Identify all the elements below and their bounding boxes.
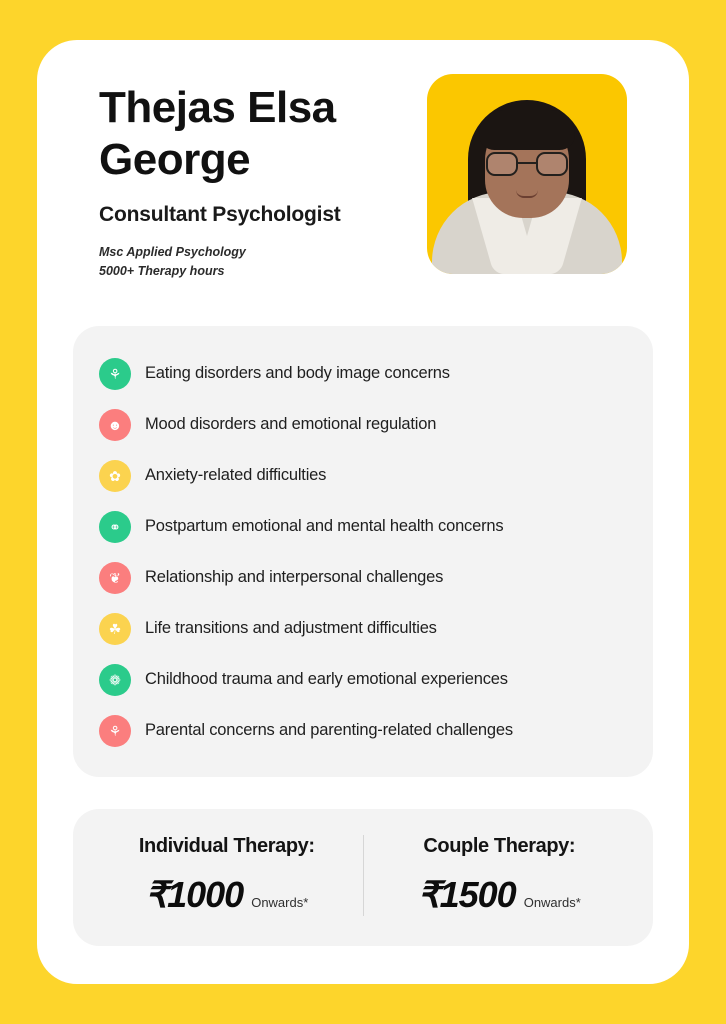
couple-icon: ❦: [99, 562, 131, 594]
pricing-individual-note: Onwards*: [251, 894, 309, 910]
list-item-label: Relationship and interpersonal challenges: [145, 568, 444, 587]
glasses-icon: [486, 152, 568, 176]
pricing-individual-amount: ₹1000: [145, 873, 244, 915]
profile-header: [73, 74, 653, 282]
pricing-couple-title: Couple Therapy:: [423, 834, 576, 857]
ribbon-icon: ⚘: [99, 358, 131, 390]
pricing-individual-title: Individual Therapy:: [138, 834, 315, 857]
mood-icon: ☻: [99, 409, 131, 441]
role-subtitle: Consultant Psychologist: [99, 202, 341, 226]
list-item-label: Anxiety-related difficulties: [145, 466, 327, 485]
page-title: Thejas Elsa George: [99, 83, 336, 184]
pricing-couple-value: [374, 874, 626, 916]
list-item-label: Eating disorders and body image concerns: [145, 364, 450, 383]
avatar: [427, 74, 627, 274]
list-item: [99, 664, 627, 696]
parenting-icon: ⚘: [99, 715, 131, 747]
child-icon: ❁: [99, 664, 131, 696]
glasses-lens-left: [486, 152, 518, 176]
header-text-block: [99, 74, 399, 282]
pricing-individual-value: [101, 874, 353, 916]
fringe-shape: [479, 110, 575, 150]
list-item: [99, 358, 627, 390]
glasses-bridge: [518, 162, 536, 164]
pricing-panel: [73, 809, 653, 946]
list-item: [99, 511, 627, 543]
list-item-label: Life transitions and adjustment difficulties: [145, 619, 437, 638]
credentials: [99, 243, 399, 282]
list-item-label: Postpartum emotional and mental health concerns: [145, 517, 504, 536]
list-item: [99, 460, 627, 492]
path-icon: ☘: [99, 613, 131, 645]
profile-card: [37, 40, 689, 984]
credential-hours: 5000+ Therapy hours: [99, 264, 225, 279]
list-item-label: Childhood trauma and early emotional experiences: [145, 670, 508, 689]
pricing-couple: [364, 835, 636, 916]
list-item-label: Parental concerns and parenting-related challenges: [145, 721, 513, 740]
list-item-label: Mood disorders and emotional regulation: [145, 415, 437, 434]
specialties-panel: [73, 326, 653, 777]
pricing-couple-note: Onwards*: [523, 894, 581, 910]
list-item: [99, 715, 627, 747]
pricing-individual: [91, 835, 364, 916]
portrait-illustration: [427, 74, 627, 274]
glasses-lens-right: [536, 152, 568, 176]
list-item: [99, 613, 627, 645]
mother-icon: ⚭: [99, 511, 131, 543]
credential-degree: Msc Applied Psychology: [99, 244, 246, 259]
pricing-couple-amount: ₹1500: [417, 873, 516, 915]
brain-icon: ✿: [99, 460, 131, 492]
list-item: [99, 562, 627, 594]
list-item: [99, 409, 627, 441]
